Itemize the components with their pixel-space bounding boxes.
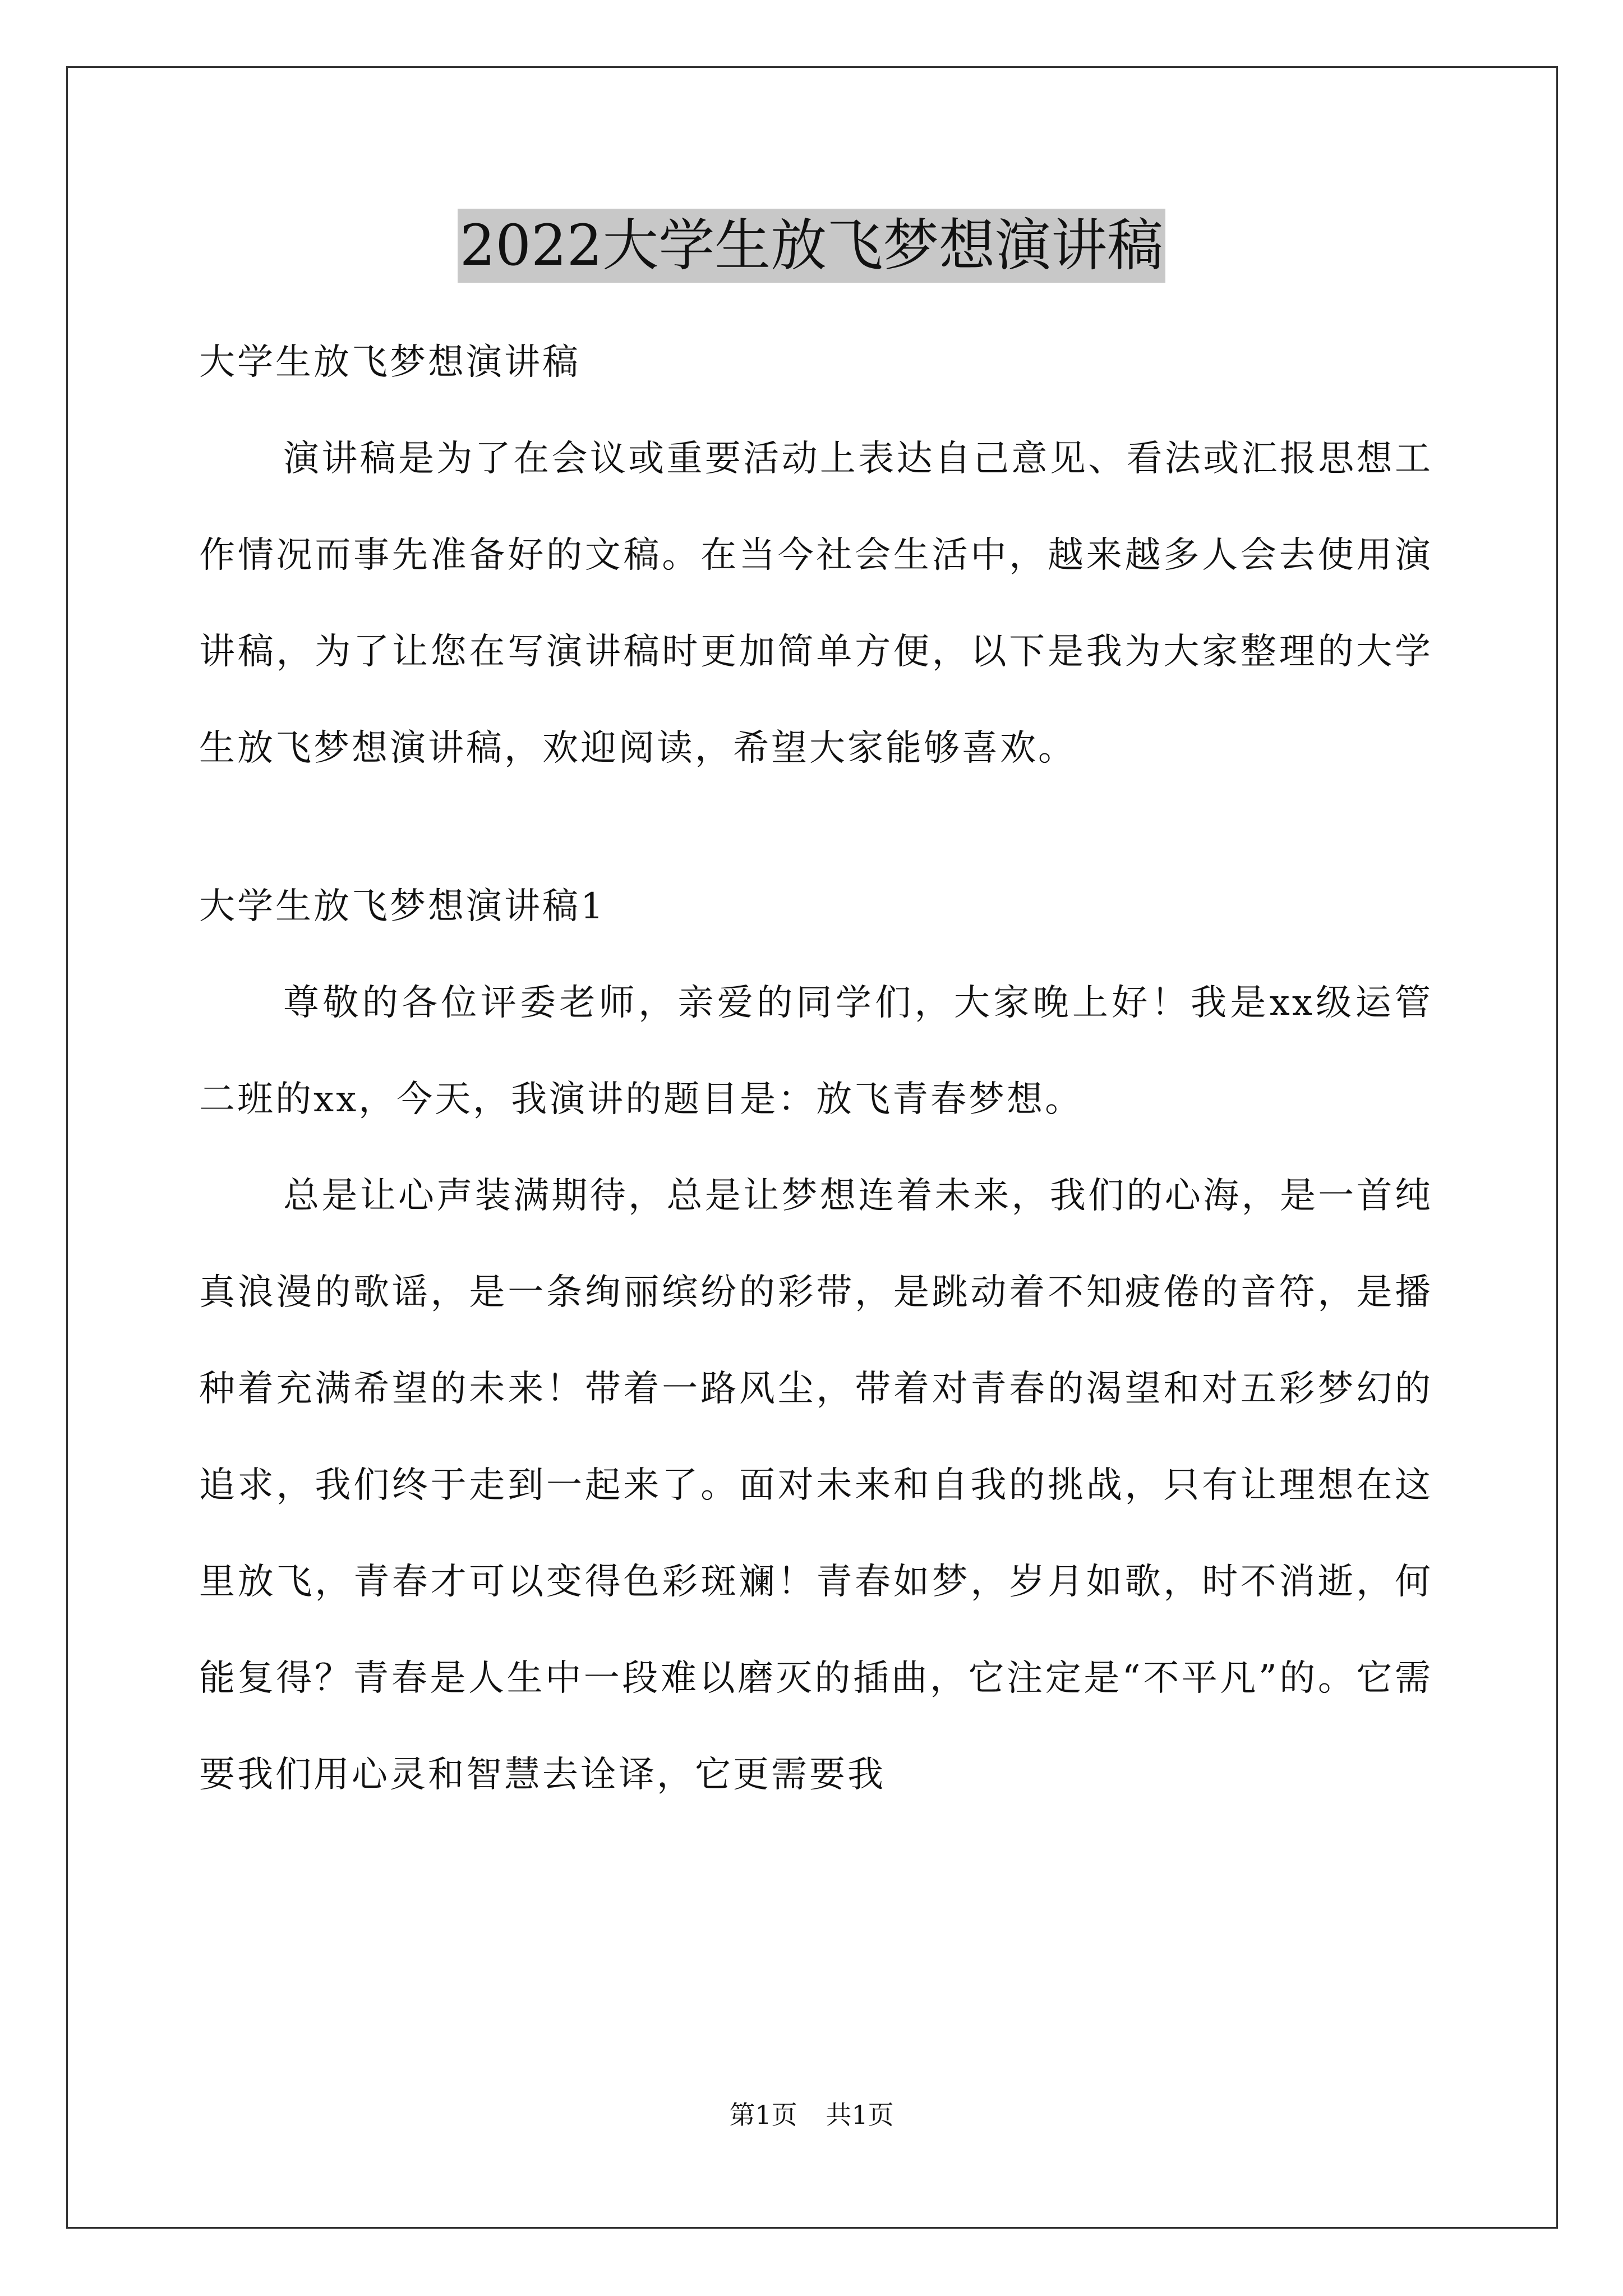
document-body [199, 314, 1433, 1823]
title-wrap [0, 209, 1623, 283]
intro-heading: 大学生放飞梦想演讲稿 [199, 342, 580, 383]
section-gap [199, 797, 1433, 858]
intro-paragraph: 演讲稿是为了在会议或重要活动上表达自己意见、看法或汇报思想工作情况而事先准备好的文稿。在当今社会生活中，越来越多人会去使用演讲稿，为了让您在写演讲稿时更加简单方便，以下是我为大家整理的大学生放飞梦想演讲稿，欢迎阅读，希望大家能够喜欢。 [199, 438, 1433, 769]
page-footer [0, 2098, 1623, 2132]
page-number: 第1页 [729, 2100, 797, 2130]
section1-paragraph: 尊敬的各位评委老师，亲爱的同学们，大家晚上好！我是xx级运管二班的xx，今天，我演讲的题目是：放飞青春梦想。 [199, 982, 1433, 1120]
page-total: 共1页 [826, 2100, 894, 2130]
section1-paragraph: 总是让心声装满期待，总是让梦想连着未来，我们的心海，是一首纯真浪漫的歌谣，是一条绚丽缤纷的彩带，是跳动着不知疲倦的音符，是播种着充满希望的未来！带着一路风尘，带着对青春的渴望和对五彩梦幻的追求，我们终于走到一起来了。面对未来和自我的挑战，只有让理想在这里放飞，青春才可以变得色彩斑斓！青春如梦，岁月如歌，时不消逝，何能复得？青春是人生中一段难以磨灭的插曲，它注定是“不平凡”的。它需要我们用心灵和智慧去诠译，它更需要我 [199, 1175, 1433, 1796]
document-title: 2022大学生放飞梦想演讲稿 [458, 209, 1166, 283]
section1-heading: 大学生放飞梦想演讲稿1 [199, 886, 606, 927]
